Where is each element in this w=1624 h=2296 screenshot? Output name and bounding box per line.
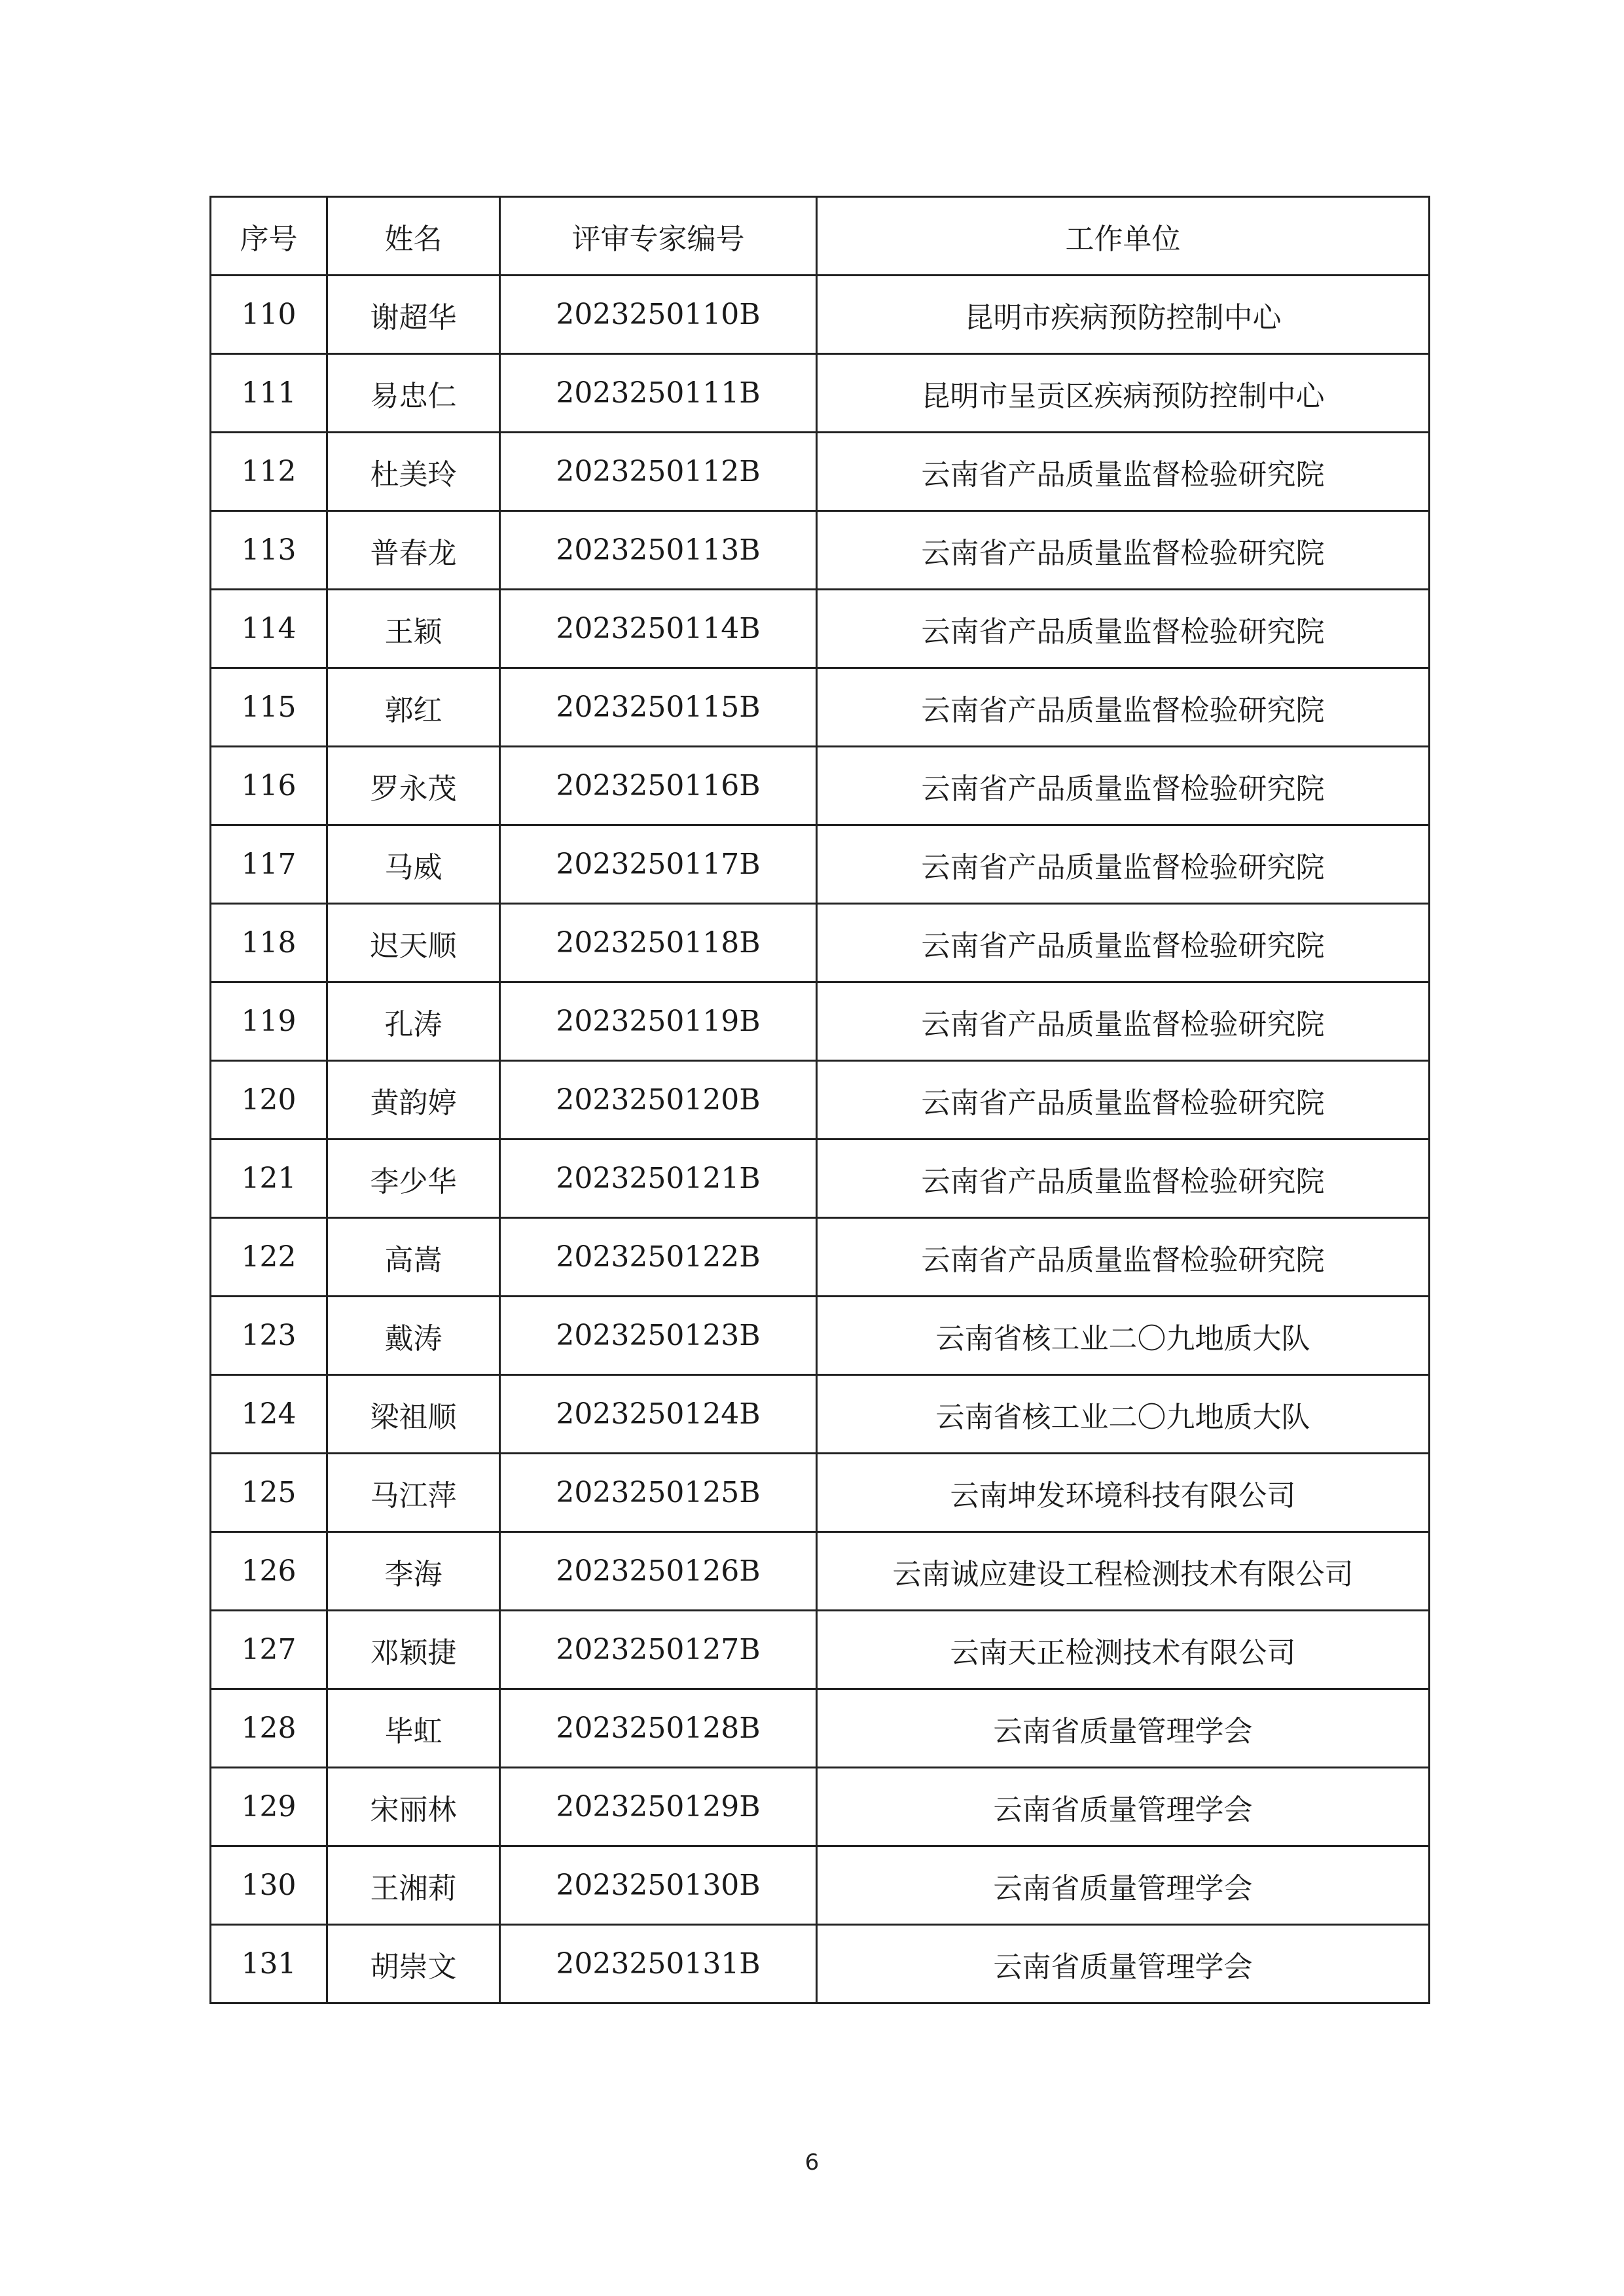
cell-code: 2023250123B xyxy=(500,1297,817,1375)
cell-org: 云南省产品质量监督检验研究院 xyxy=(817,433,1430,511)
cell-org: 云南省产品质量监督检验研究院 xyxy=(817,904,1430,982)
cell-code: 2023250126B xyxy=(500,1532,817,1611)
cell-code: 2023250121B xyxy=(500,1139,817,1218)
cell-code: 2023250117B xyxy=(500,825,817,904)
table-row xyxy=(211,747,1430,825)
table-row xyxy=(211,1925,1430,2003)
cell-name: 梁祖顺 xyxy=(327,1375,500,1454)
table-row xyxy=(211,1061,1430,1139)
table-row xyxy=(211,1297,1430,1375)
cell-org: 云南省产品质量监督检验研究院 xyxy=(817,1218,1430,1297)
table-row xyxy=(211,276,1430,354)
header-name: 姓名 xyxy=(327,197,500,276)
cell-seq: 125 xyxy=(211,1454,327,1532)
cell-code: 2023250128B xyxy=(500,1689,817,1768)
cell-name: 戴涛 xyxy=(327,1297,500,1375)
cell-seq: 115 xyxy=(211,668,327,747)
table-row xyxy=(211,590,1430,668)
cell-code: 2023250122B xyxy=(500,1218,817,1297)
cell-org: 云南省产品质量监督检验研究院 xyxy=(817,982,1430,1061)
cell-org: 云南省产品质量监督检验研究院 xyxy=(817,590,1430,668)
cell-code: 2023250125B xyxy=(500,1454,817,1532)
header-org: 工作单位 xyxy=(817,197,1430,276)
table-row xyxy=(211,982,1430,1061)
cell-seq: 111 xyxy=(211,354,327,433)
cell-code: 2023250129B xyxy=(500,1768,817,1846)
header-seq: 序号 xyxy=(211,197,327,276)
cell-name: 孔涛 xyxy=(327,982,500,1061)
cell-org: 昆明市疾病预防控制中心 xyxy=(817,276,1430,354)
cell-seq: 113 xyxy=(211,511,327,590)
cell-name: 胡崇文 xyxy=(327,1925,500,2003)
table-row xyxy=(211,1375,1430,1454)
cell-seq: 121 xyxy=(211,1139,327,1218)
table-row xyxy=(211,825,1430,904)
cell-code: 2023250119B xyxy=(500,982,817,1061)
cell-org: 云南坤发环境科技有限公司 xyxy=(817,1454,1430,1532)
cell-seq: 119 xyxy=(211,982,327,1061)
cell-code: 2023250112B xyxy=(500,433,817,511)
table-row xyxy=(211,1532,1430,1611)
cell-code: 2023250124B xyxy=(500,1375,817,1454)
cell-code: 2023250113B xyxy=(500,511,817,590)
cell-name: 马江萍 xyxy=(327,1454,500,1532)
cell-org: 云南省产品质量监督检验研究院 xyxy=(817,1061,1430,1139)
cell-name: 宋丽林 xyxy=(327,1768,500,1846)
cell-seq: 128 xyxy=(211,1689,327,1768)
cell-org: 云南省质量管理学会 xyxy=(817,1846,1430,1925)
table-row xyxy=(211,354,1430,433)
table-row xyxy=(211,1768,1430,1846)
expert-list-table xyxy=(209,196,1430,2004)
cell-org: 云南省产品质量监督检验研究院 xyxy=(817,1139,1430,1218)
cell-name: 迟天顺 xyxy=(327,904,500,982)
cell-seq: 112 xyxy=(211,433,327,511)
cell-seq: 122 xyxy=(211,1218,327,1297)
cell-code: 2023250110B xyxy=(500,276,817,354)
cell-org: 云南省质量管理学会 xyxy=(817,1768,1430,1846)
cell-seq: 123 xyxy=(211,1297,327,1375)
page-number: 6 xyxy=(804,2149,820,2176)
cell-org: 云南省产品质量监督检验研究院 xyxy=(817,511,1430,590)
header-code: 评审专家编号 xyxy=(500,197,817,276)
cell-org: 昆明市呈贡区疾病预防控制中心 xyxy=(817,354,1430,433)
cell-code: 2023250116B xyxy=(500,747,817,825)
cell-name: 郭红 xyxy=(327,668,500,747)
cell-org: 云南天正检测技术有限公司 xyxy=(817,1611,1430,1689)
cell-org: 云南省产品质量监督检验研究院 xyxy=(817,825,1430,904)
cell-name: 王颖 xyxy=(327,590,500,668)
table-body xyxy=(211,276,1430,2003)
cell-seq: 124 xyxy=(211,1375,327,1454)
cell-name: 黄韵婷 xyxy=(327,1061,500,1139)
table-row xyxy=(211,511,1430,590)
cell-org: 云南诚应建设工程检测技术有限公司 xyxy=(817,1532,1430,1611)
table-row xyxy=(211,1139,1430,1218)
cell-seq: 117 xyxy=(211,825,327,904)
cell-seq: 110 xyxy=(211,276,327,354)
cell-code: 2023250115B xyxy=(500,668,817,747)
table-header-row xyxy=(211,197,1430,276)
cell-name: 易忠仁 xyxy=(327,354,500,433)
cell-name: 普春龙 xyxy=(327,511,500,590)
cell-name: 王湘莉 xyxy=(327,1846,500,1925)
table-row xyxy=(211,1218,1430,1297)
cell-name: 马威 xyxy=(327,825,500,904)
cell-code: 2023250130B xyxy=(500,1846,817,1925)
cell-seq: 118 xyxy=(211,904,327,982)
cell-seq: 130 xyxy=(211,1846,327,1925)
cell-name: 杜美玲 xyxy=(327,433,500,511)
table-row xyxy=(211,1689,1430,1768)
cell-code: 2023250118B xyxy=(500,904,817,982)
table-row xyxy=(211,668,1430,747)
cell-seq: 127 xyxy=(211,1611,327,1689)
cell-name: 毕虹 xyxy=(327,1689,500,1768)
table-row xyxy=(211,433,1430,511)
cell-seq: 114 xyxy=(211,590,327,668)
cell-seq: 116 xyxy=(211,747,327,825)
cell-org: 云南省产品质量监督检验研究院 xyxy=(817,747,1430,825)
table-row xyxy=(211,904,1430,982)
cell-name: 邓颖捷 xyxy=(327,1611,500,1689)
cell-seq: 129 xyxy=(211,1768,327,1846)
cell-code: 2023250111B xyxy=(500,354,817,433)
cell-name: 谢超华 xyxy=(327,276,500,354)
cell-name: 高嵩 xyxy=(327,1218,500,1297)
cell-code: 2023250131B xyxy=(500,1925,817,2003)
cell-org: 云南省质量管理学会 xyxy=(817,1689,1430,1768)
cell-code: 2023250114B xyxy=(500,590,817,668)
cell-org: 云南省核工业二〇九地质大队 xyxy=(817,1297,1430,1375)
cell-name: 罗永茂 xyxy=(327,747,500,825)
cell-seq: 126 xyxy=(211,1532,327,1611)
cell-seq: 120 xyxy=(211,1061,327,1139)
table-row xyxy=(211,1454,1430,1532)
cell-name: 李少华 xyxy=(327,1139,500,1218)
cell-name: 李海 xyxy=(327,1532,500,1611)
cell-org: 云南省质量管理学会 xyxy=(817,1925,1430,2003)
cell-code: 2023250120B xyxy=(500,1061,817,1139)
cell-seq: 131 xyxy=(211,1925,327,2003)
cell-org: 云南省核工业二〇九地质大队 xyxy=(817,1375,1430,1454)
cell-code: 2023250127B xyxy=(500,1611,817,1689)
table-row xyxy=(211,1846,1430,1925)
table-row xyxy=(211,1611,1430,1689)
cell-org: 云南省产品质量监督检验研究院 xyxy=(817,668,1430,747)
